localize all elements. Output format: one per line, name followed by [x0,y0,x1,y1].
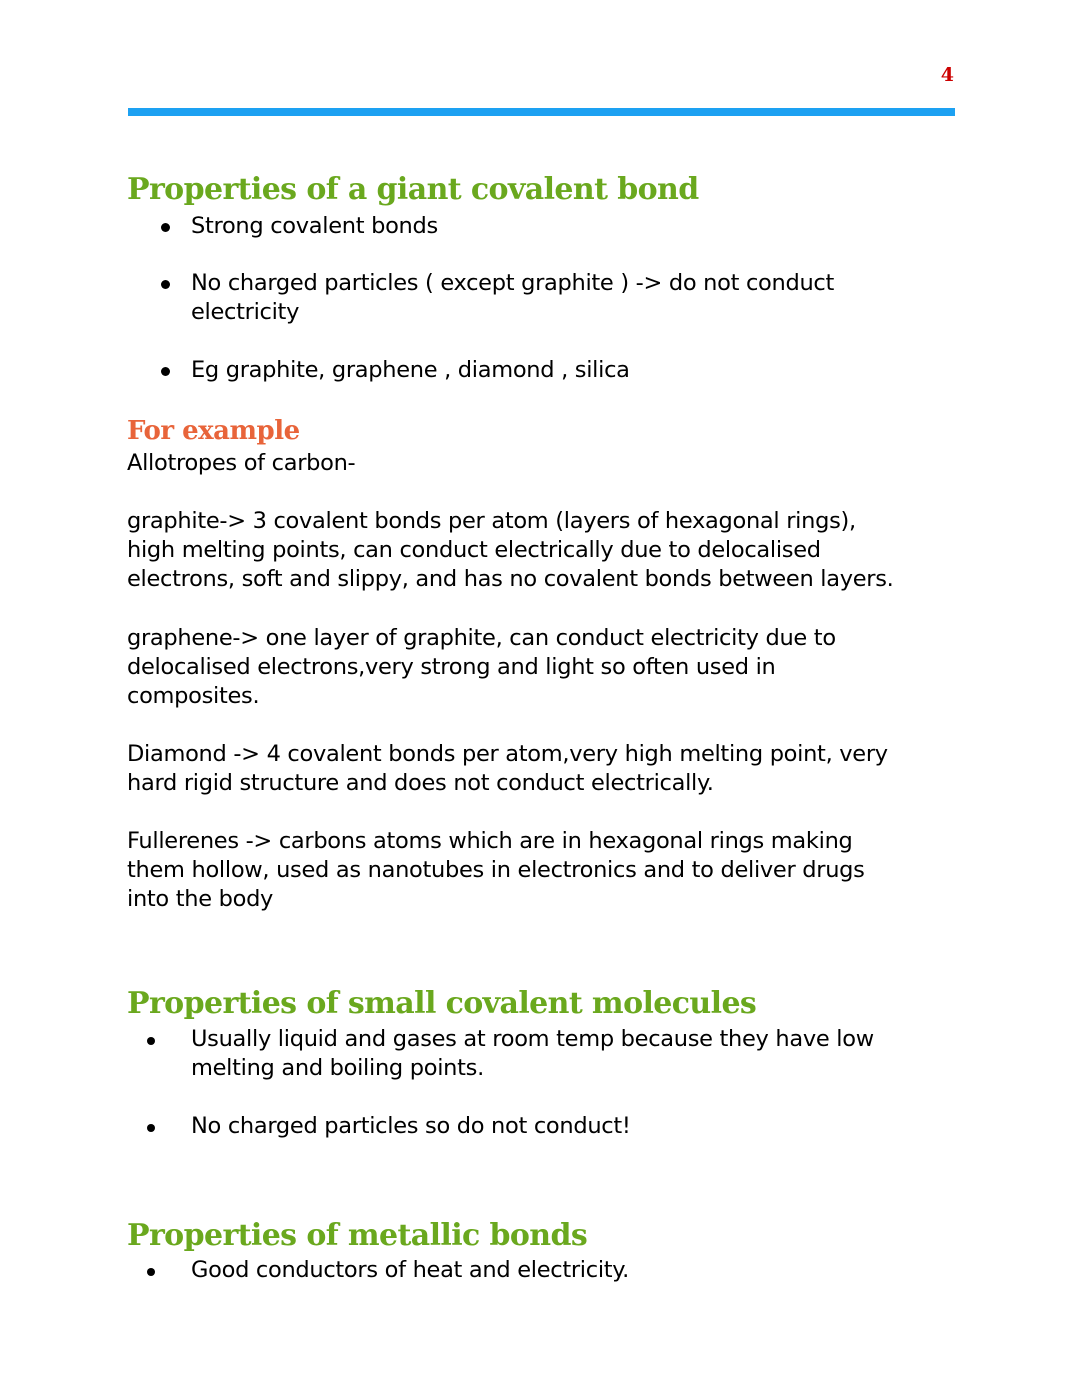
bullet-dot [161,367,170,376]
bullet-text-continued: melting and boiling points. [191,1055,484,1081]
paragraph-graphene [127,624,967,711]
paragraph-fullerenes [127,827,967,914]
paragraph-line: them hollow, used as nanotubes in electronics and to deliver drugs [127,857,865,883]
paragraph-line: into the body [127,886,274,912]
paragraph-line: hard rigid structure and does not conduct electrically. [127,770,714,796]
paragraph-diamond [127,740,967,798]
bullet-dot [161,223,170,232]
bullet-text-continued: electricity [191,299,300,325]
bullet-dot [161,280,170,289]
paragraph-line: graphene-> one layer of graphite, can conduct electricity due to [127,625,836,651]
bullet-dot [147,1268,155,1276]
example-intro: Allotropes of carbon- [127,450,356,476]
bullet-text: No charged particles so do not conduct! [191,1113,631,1139]
paragraph-line: Fullerenes -> carbons atoms which are in hexagonal rings making [127,828,853,854]
section-heading-small-covalent: Properties of small covalent molecules [127,986,757,1021]
bullet-text: Good conductors of heat and electricity. [191,1257,629,1283]
page-number: 4 [940,64,954,86]
paragraph-line: Diamond -> 4 covalent bonds per atom,very high melting point, very [127,741,888,767]
bullet-text: No charged particles ( except graphite ) -> do not conduct [191,270,834,296]
bullet-text: Usually liquid and gases at room temp because they have low [191,1026,874,1052]
paragraph-line: high melting points, can conduct electrically due to delocalised [127,537,821,563]
bullet-dot [147,1124,155,1132]
section-heading-giant-covalent: Properties of a giant covalent bond [127,172,699,207]
header-rule [128,108,955,116]
paragraph-line: electrons, soft and slippy, and has no covalent bonds between layers. [127,566,894,592]
bullet-dot [147,1037,155,1045]
paragraph-line: composites. [127,683,260,709]
example-subheading: For example [127,416,300,446]
bullet-text: Eg graphite, graphene , diamond , silica [191,357,630,383]
paragraph-line: graphite-> 3 covalent bonds per atom (layers of hexagonal rings), [127,508,856,534]
paragraph-line: delocalised electrons,very strong and light so often used in [127,654,776,680]
bullet-text: Strong covalent bonds [191,213,438,239]
paragraph-graphite [127,507,967,594]
section-heading-metallic: Properties of metallic bonds [127,1218,588,1253]
